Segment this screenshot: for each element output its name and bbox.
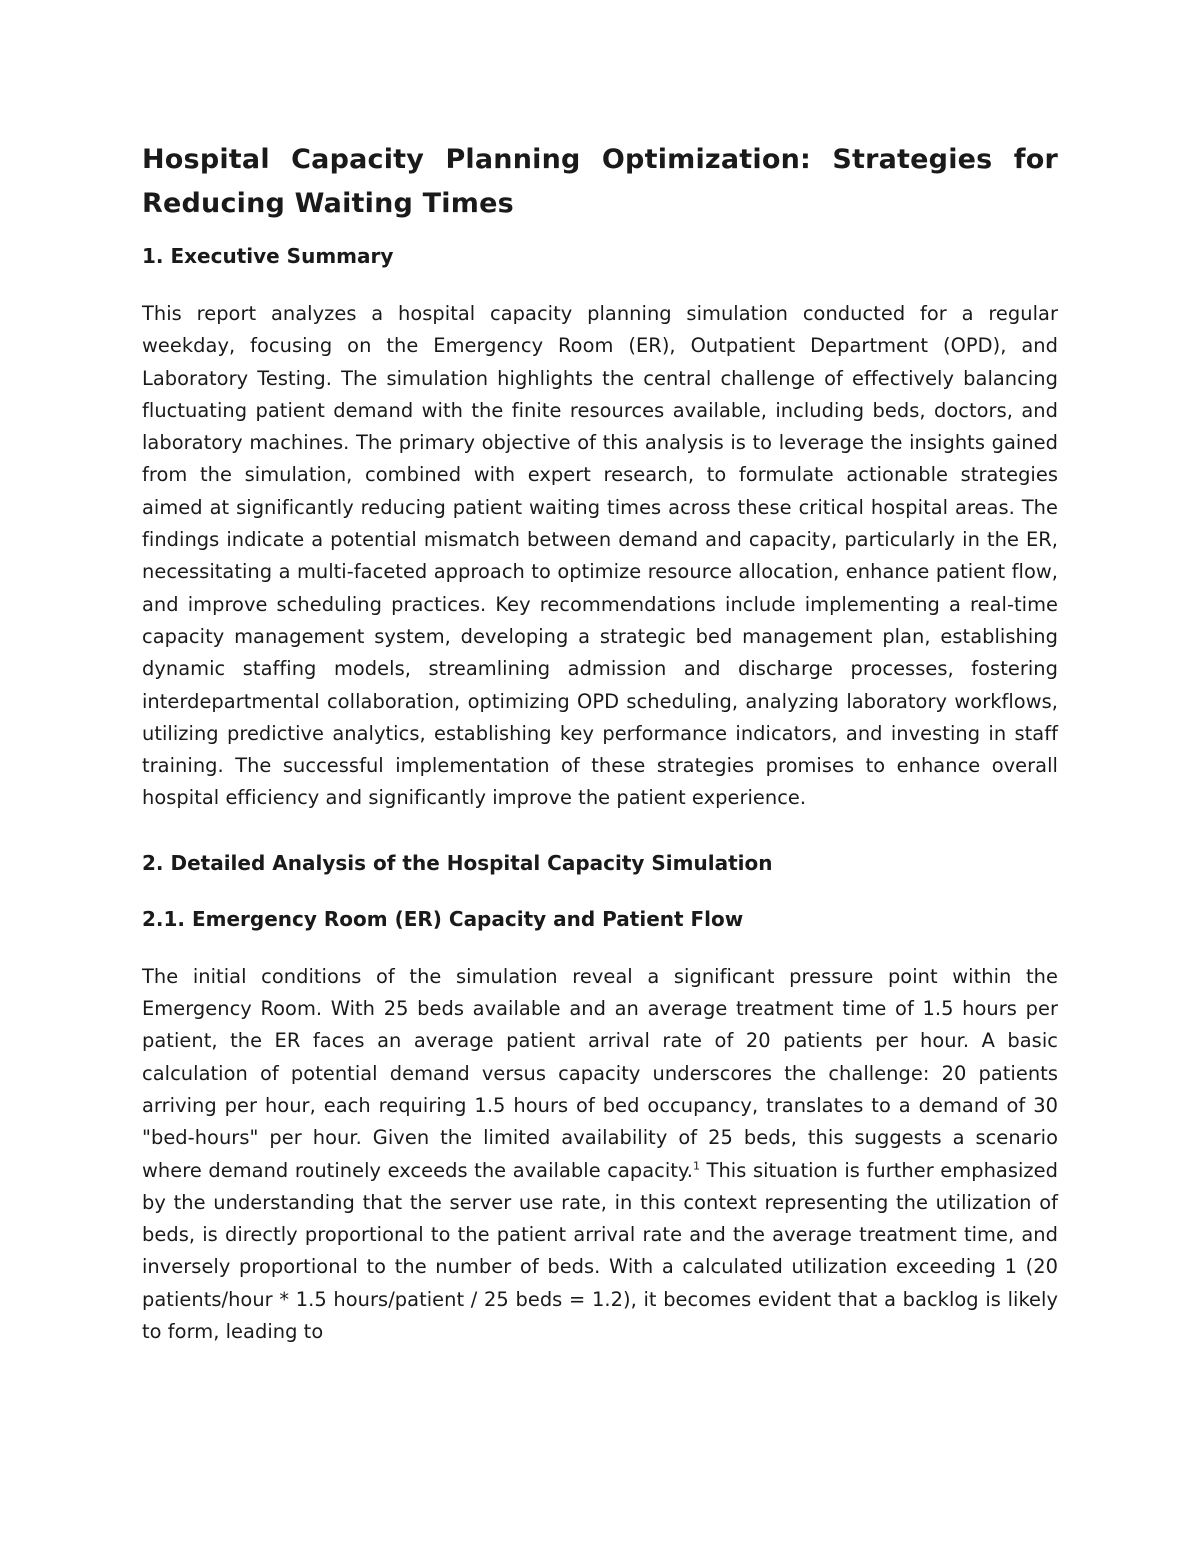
executive-summary-paragraph: This report analyzes a hospital capacity planning simulation conducted for a regular weekday, focusing on the Emergency Room (ER), Outpatient Department (OPD), and Laboratory Testing. The simulation highlights the central challenge of effectively balancing fluctuating patient demand with the finite resources available, including beds, doctors, and laboratory machines. The primary objective of this analysis is to leverage the insights gained from the simulation, combined with expert research, to formulate actionable strategies aimed at significantly reducing patient waiting times across these critical hospital areas. The findings indicate a potential mismatch between demand and capacity, particularly in the ER, necessitating a multi-faceted approach to optimize resource allocation, enhance patient flow, and improve scheduling practices. Key recommendations include implementing a real-time capacity management system, developing a strategic bed management plan, establishing dynamic staffing models, streamlining admission and discharge processes, fostering interdepartmental collaboration, optimizing OPD scheduling, analyzing laboratory workflows, utilizing predictive analytics, establishing key performance indicators, and investing in staff training. The successful implementation of these strategies promises to enhance overall hospital efficiency and significantly improve the patient experience. [142, 302, 1058, 810]
section-heading-executive-summary: 1. Executive Summary [142, 244, 394, 268]
er-paragraph-text-part1: The initial conditions of the simulation reveal a significant pressure point within the Emergency Room. With 25 beds available and an average treatment time of 1.5 hours per patient, the ER faces an average patient arrival rate of 20 patients per hour. A basic calculation of potential demand versus capacity underscores the challenge: 20 patients arriving per hour, each requiring 1.5 hours of bed occupancy, translates to a demand of 30 "bed-hours" per hour. Given the limited availability of 25 beds, this suggests a scenario where demand routinely exceeds the available capacity. [142, 964, 1058, 1182]
document-title: Hospital Capacity Planning Optimization: Strategies for Reducing Waiting Times [142, 144, 1058, 219]
er-analysis-paragraph [142, 961, 1058, 1349]
footnote-reference[interactable]: 1 [692, 1159, 700, 1173]
document-page [142, 138, 1058, 1348]
er-paragraph-text-part2: This situation is further emphasized by the understanding that the server use rate, in this context representing the utilization of beds, is directly proportional to the patient arrival rate and the average treatment time, and inversely proportional to the number of beds. With a calculated utilization exceeding 1 (20 patients/hour * 1.5 hours/patient / 25 beds = 1.2), it becomes evident that a backlog is likely to form, leading to [142, 1158, 1058, 1344]
subsection-heading-er-capacity: 2.1. Emergency Room (ER) Capacity and Patient Flow [142, 906, 744, 931]
section-heading-detailed-analysis: 2. Detailed Analysis of the Hospital Capacity Simulation [142, 850, 773, 875]
